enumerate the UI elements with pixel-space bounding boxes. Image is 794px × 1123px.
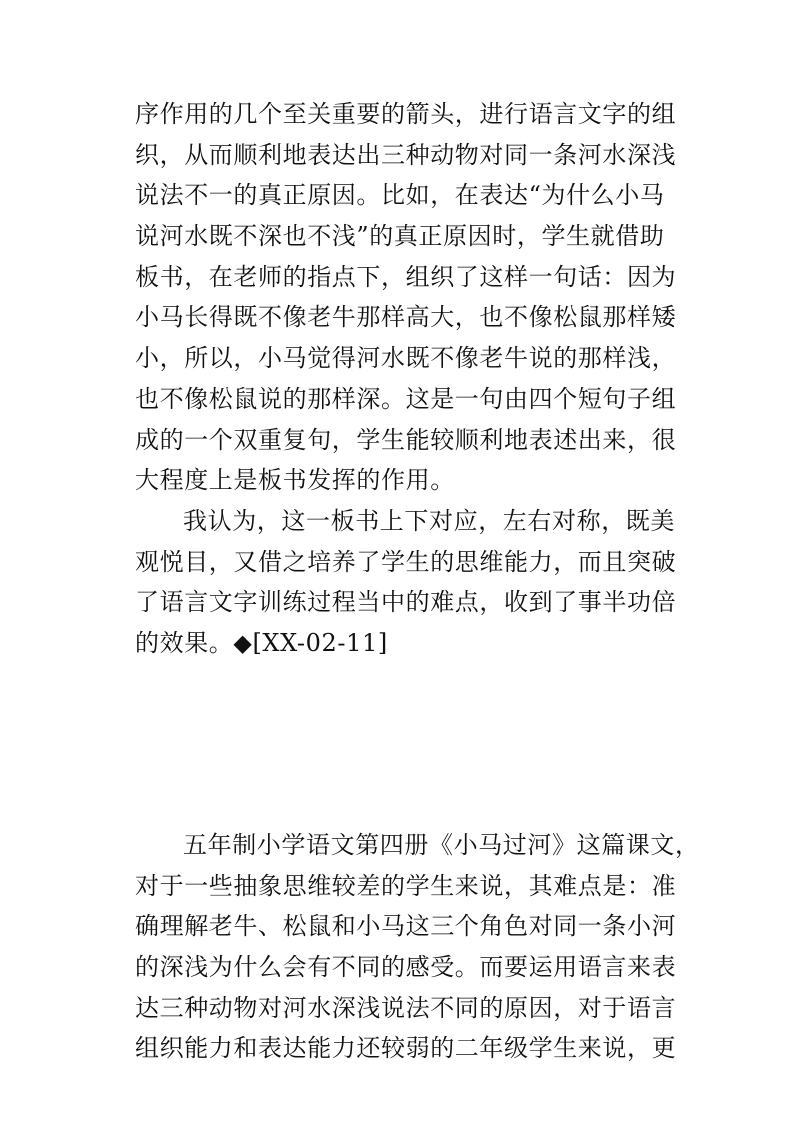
text-line: 板书，在老师的指点下，组织了这样一句话：因为 bbox=[135, 262, 677, 291]
text-line: 说法不一的真正原因。比如，在表达“为什么小马 bbox=[135, 181, 665, 210]
paragraph-start-line: 我认为，这一板书上下对应，左右对称，既美 bbox=[183, 506, 675, 535]
text-line: 对于一些抽象思维较差的学生来说，其难点是：准 bbox=[135, 871, 677, 900]
text-line: 达三种动物对河水深浅说法不同的原因，对于语言 bbox=[135, 993, 677, 1022]
paragraph-start-line: 五年制小学语文第四册《小马过河》这篇课文， bbox=[183, 831, 700, 859]
text-line: 的效果。◆[XX-02-11] bbox=[135, 628, 388, 657]
text-line: 的深浅为什么会有不同的感受。而要运用语言来表 bbox=[135, 953, 677, 982]
text-section-1 bbox=[135, 94, 677, 664]
text-line: 小，所以，小马觉得河水既不像老牛说的那样浅， bbox=[135, 344, 677, 373]
text-line: 确理解老牛、松鼠和小马这三个角色对同一条小河 bbox=[135, 912, 677, 941]
text-section-2 bbox=[135, 825, 700, 1069]
text-line: 织，从而顺利地表达出三种动物对同一条河水深浅 bbox=[135, 140, 677, 169]
text-line: 成的一个双重复句，学生能较顺利地表述出来，很 bbox=[135, 425, 677, 454]
text-line: 说河水既不深也不浅”的真正原因时，学生就借助 bbox=[135, 222, 665, 251]
text-line: 序作用的几个至关重要的箭头，进行语言文字的组 bbox=[135, 100, 677, 128]
text-line: 也不像松鼠说的那样深。这是一句由四个短句子组 bbox=[135, 384, 677, 413]
text-line: 组织能力和表达能力还较弱的二年级学生来说，更 bbox=[135, 1034, 677, 1063]
text-line: 了语言文字训练过程当中的难点，收到了事半功倍 bbox=[135, 588, 677, 617]
text-line: 观悦目，又借之培养了学生的思维能力，而且突破 bbox=[135, 547, 677, 576]
text-line: 大程度上是板书发挥的作用。 bbox=[135, 466, 455, 495]
text-line: 小马长得既不像老牛那样高大，也不像松鼠那样矮 bbox=[135, 303, 677, 332]
